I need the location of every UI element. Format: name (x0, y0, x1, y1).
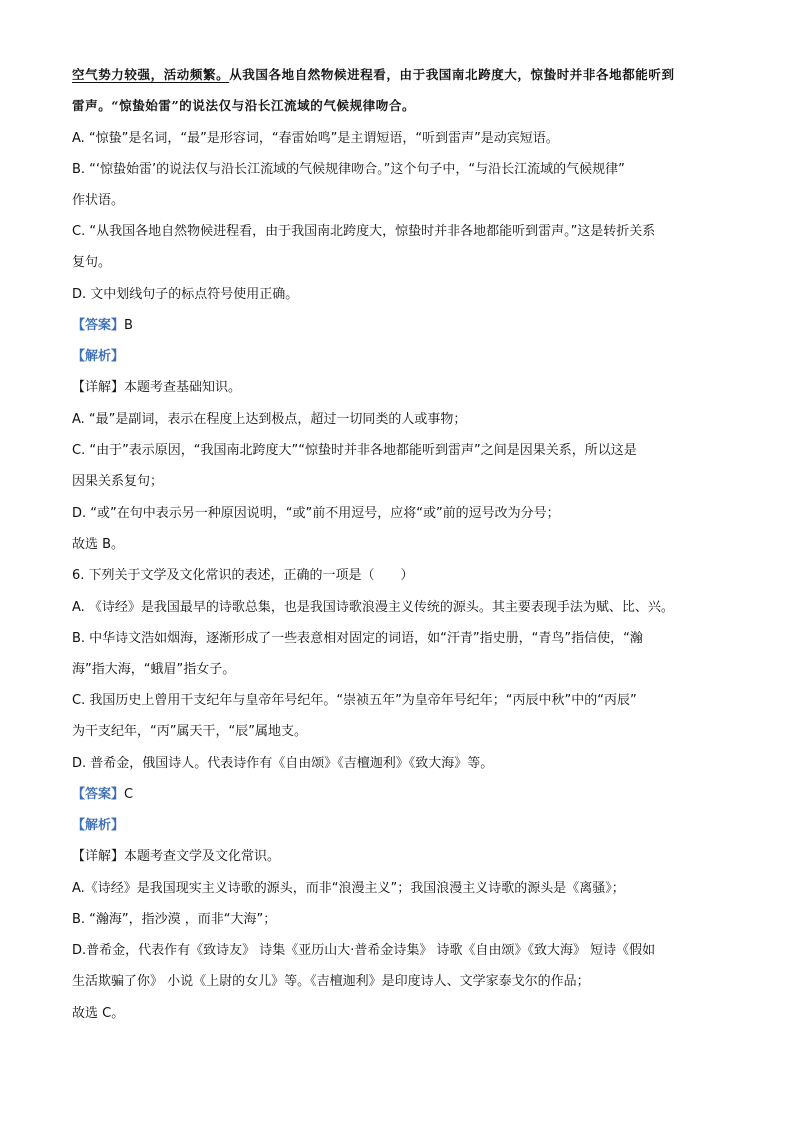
detail-text: 本题考查文学及文化常识。 (124, 849, 281, 864)
passage-text: 从我国各地自然物候进程看，由于我国南北跨度大，惊蛰时并非各地都能听到 (229, 67, 675, 82)
q5-conclusion: 故选 B。 (72, 537, 125, 552)
q5-explanation-c-line-2: 因果关系复句； (72, 474, 164, 489)
q6-option-d: D. 普希金，俄国诗人。代表诗作有《自由颂》《吉檀迦利》《致大海》等。 (72, 756, 494, 771)
q5-explanation-a: A. “最”是副词，表示在程度上达到极点，超过一切同类的人或事物； (72, 412, 467, 427)
q6-option-b-line-2: 海”指大海，“蛾眉”指女子。 (72, 662, 236, 677)
q6-explanation-a: A.《诗经》是我国现实主义诗歌的源头，而非“浪漫主义”；我国浪漫主义诗歌的源头是《离骚》； (72, 881, 625, 896)
detail-tag: 【详解】 (72, 849, 125, 864)
passage-line-1 (72, 64, 732, 86)
q6-option-a: A. 《诗经》是我国最早的诗歌总集，也是我国诗歌浪漫主义传统的源头。其主要表现手法为赋、比、兴。 (72, 600, 674, 615)
analysis-tag: 【解析】 (72, 818, 125, 833)
q6-option-c-line-2: 为干支纪年，“丙”属天干，“辰”属地支。 (72, 724, 307, 739)
q5-explanation-d: D. “或”在句中表示另一种原因说明，“或”前不用逗号，应将“或”前的逗号改为分号； (72, 506, 560, 521)
answer-value: B (124, 318, 133, 333)
q5-option-c-line-1: C. “从我国各地自然物候进程看，由于我国南北跨度大，惊蛰时并非各地都能听到雷声。”这是转折关系 (72, 224, 656, 239)
underlined-sentence: 空气势力较强，活动频繁。 (72, 67, 230, 82)
passage-line-2: 雷声。“惊蛰始雷”的说法仅与沿长江流域的气候规律吻合。 (72, 98, 416, 113)
q5-option-b-line-1: B. “‘惊蛰始雷’的说法仅与沿长江流域的气候规律吻合。”这个句子中，“与沿长江流域的气候规律” (72, 162, 625, 177)
q5-option-a: A. “惊蛰”是名词，“最”是形容词，“春雷始鸣”是主谓短语，“听到雷声”是动宾短语。 (72, 131, 559, 146)
detail-text: 本题考查基础知识。 (124, 380, 242, 395)
q6-option-b-line-1: B. 中华诗文浩如烟海，逐渐形成了一些表意相对固定的词语，如“汗青”指史册，“青鸟”指信使，“瀚 (72, 631, 643, 646)
q5-option-b-line-2: 作状语。 (72, 193, 125, 208)
q6-answer (72, 784, 732, 806)
q5-analysis (72, 346, 732, 368)
analysis-tag: 【解析】 (72, 349, 125, 364)
q6-conclusion: 故选 C。 (72, 1006, 125, 1021)
q5-answer (72, 315, 732, 337)
q5-detail (72, 377, 732, 399)
answer-tag: 【答案】 (72, 787, 125, 802)
q6-explanation-b: B. “瀚海”，指沙漠 ，而非“大海”； (72, 912, 277, 927)
answer-value: C (124, 787, 134, 802)
q5-option-c-line-2: 复句。 (72, 255, 112, 270)
q5-explanation-c-line-1: C. “由于”表示原因，“我国南北跨度大”“惊蛰时并非各地都能听到雷声”之间是因果关系，所以这是 (72, 443, 637, 458)
q6-stem: 6. 下列关于文学及文化常识的表述，正确的一项是（ ） (72, 568, 414, 583)
q5-option-d: D. 文中划线句子的标点符号使用正确。 (72, 287, 299, 302)
q6-detail (72, 846, 732, 868)
answer-tag: 【答案】 (72, 318, 125, 333)
q6-explanation-d-line-2: 生活欺骗了你》 小说《上尉的女儿》等。《吉檀迦利》是印度诗人、文学家泰戈尔的作品； (72, 974, 590, 989)
q6-explanation-d-line-1: D.普希金，代表作有《致诗友》 诗集《亚历山大·普希金诗集》 诗歌《自由颂》《致大海》 短诗《假如 (72, 943, 656, 958)
detail-tag: 【详解】 (72, 380, 125, 395)
q6-analysis (72, 815, 732, 837)
q6-option-c-line-1: C. 我国历史上曾用干支纪年与皇帝年号纪年。“崇祯五年”为皇帝年号纪年；“丙辰中秋”中的“丙辰” (72, 693, 637, 708)
